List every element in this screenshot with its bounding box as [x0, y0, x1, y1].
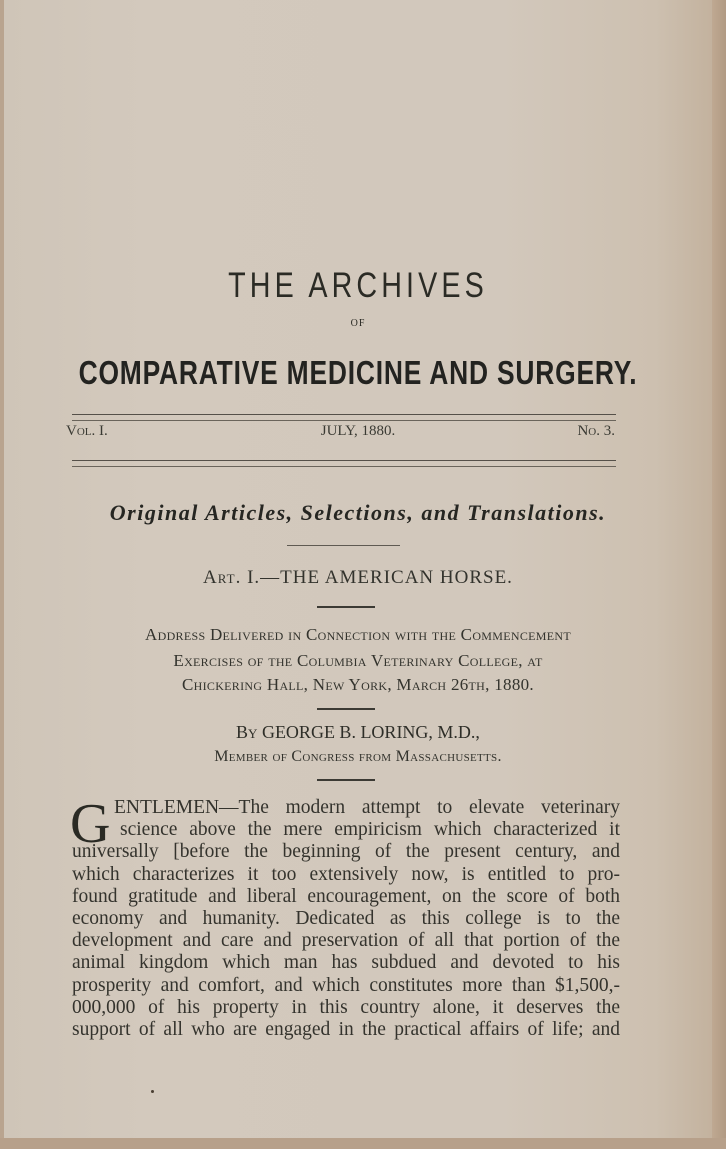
- article-body: [70, 793, 620, 1041]
- section-heading: Original Articles, Selections, and Translations.: [109, 500, 607, 525]
- divider-rule: [287, 545, 400, 546]
- paper-speck: [151, 1090, 154, 1093]
- volume-label: Vol. I.: [66, 423, 108, 439]
- body-line: science above the mere empiricism which characterized it: [120, 819, 620, 841]
- address-line: Chickering Hall, New York, March 26th, 1880.: [181, 675, 534, 694]
- body-line: animal kingdom which man has subdued and devoted to his: [72, 952, 620, 974]
- address-line: Exercises of the Columbia Veterinary College, at: [173, 651, 543, 670]
- journal-title-line2: COMPARATIVE MEDICINE AND SURGERY.: [78, 354, 638, 391]
- body-line: prosperity and comfort, and which constitutes more than $1,500,-: [72, 974, 620, 996]
- double-rule-top: [72, 414, 616, 421]
- body-line: development and care and preservation of all that portion of the: [72, 930, 620, 952]
- body-line: 000,000 of his property in this country alone, it deserves the: [72, 996, 620, 1018]
- journal-title-of: OF: [350, 318, 366, 329]
- address-line: Address Delivered in Connection with the Commencement: [145, 625, 571, 644]
- divider-rule: [317, 708, 375, 710]
- body-line: economy and humanity. Dedicated as this college is to the: [72, 907, 620, 929]
- document-page: [4, 0, 712, 1138]
- divider-rule: [317, 779, 375, 781]
- byline: By GEORGE B. LORING, M.D.,: [236, 722, 480, 742]
- journal-title-line1: THE ARCHIVES: [228, 266, 488, 305]
- page-edge-right: [712, 0, 726, 1149]
- divider-rule: [317, 606, 375, 608]
- body-line: which characterizes it too extensively now, is entitled to pro-: [72, 863, 620, 885]
- article-heading: Art. I.—THE AMERICAN HORSE.: [203, 567, 513, 588]
- body-line: found gratitude and liberal encouragement, on the score of both: [72, 885, 620, 907]
- issue-number: No. 3.: [577, 423, 615, 439]
- drop-cap: G: [70, 793, 111, 855]
- double-rule-bottom: [72, 460, 616, 467]
- body-line: support of all who are engaged in the practical affairs of life; and: [72, 1018, 620, 1040]
- author-affiliation: Member of Congress from Massachusetts.: [214, 748, 502, 765]
- body-line: ENTLEMEN—The modern attempt to elevate veterinary: [114, 797, 620, 818]
- body-line: universally [before the beginning of the present century, and: [72, 841, 620, 863]
- page-edge-bottom: [0, 1138, 726, 1149]
- issue-date: JULY, 1880.: [320, 423, 396, 439]
